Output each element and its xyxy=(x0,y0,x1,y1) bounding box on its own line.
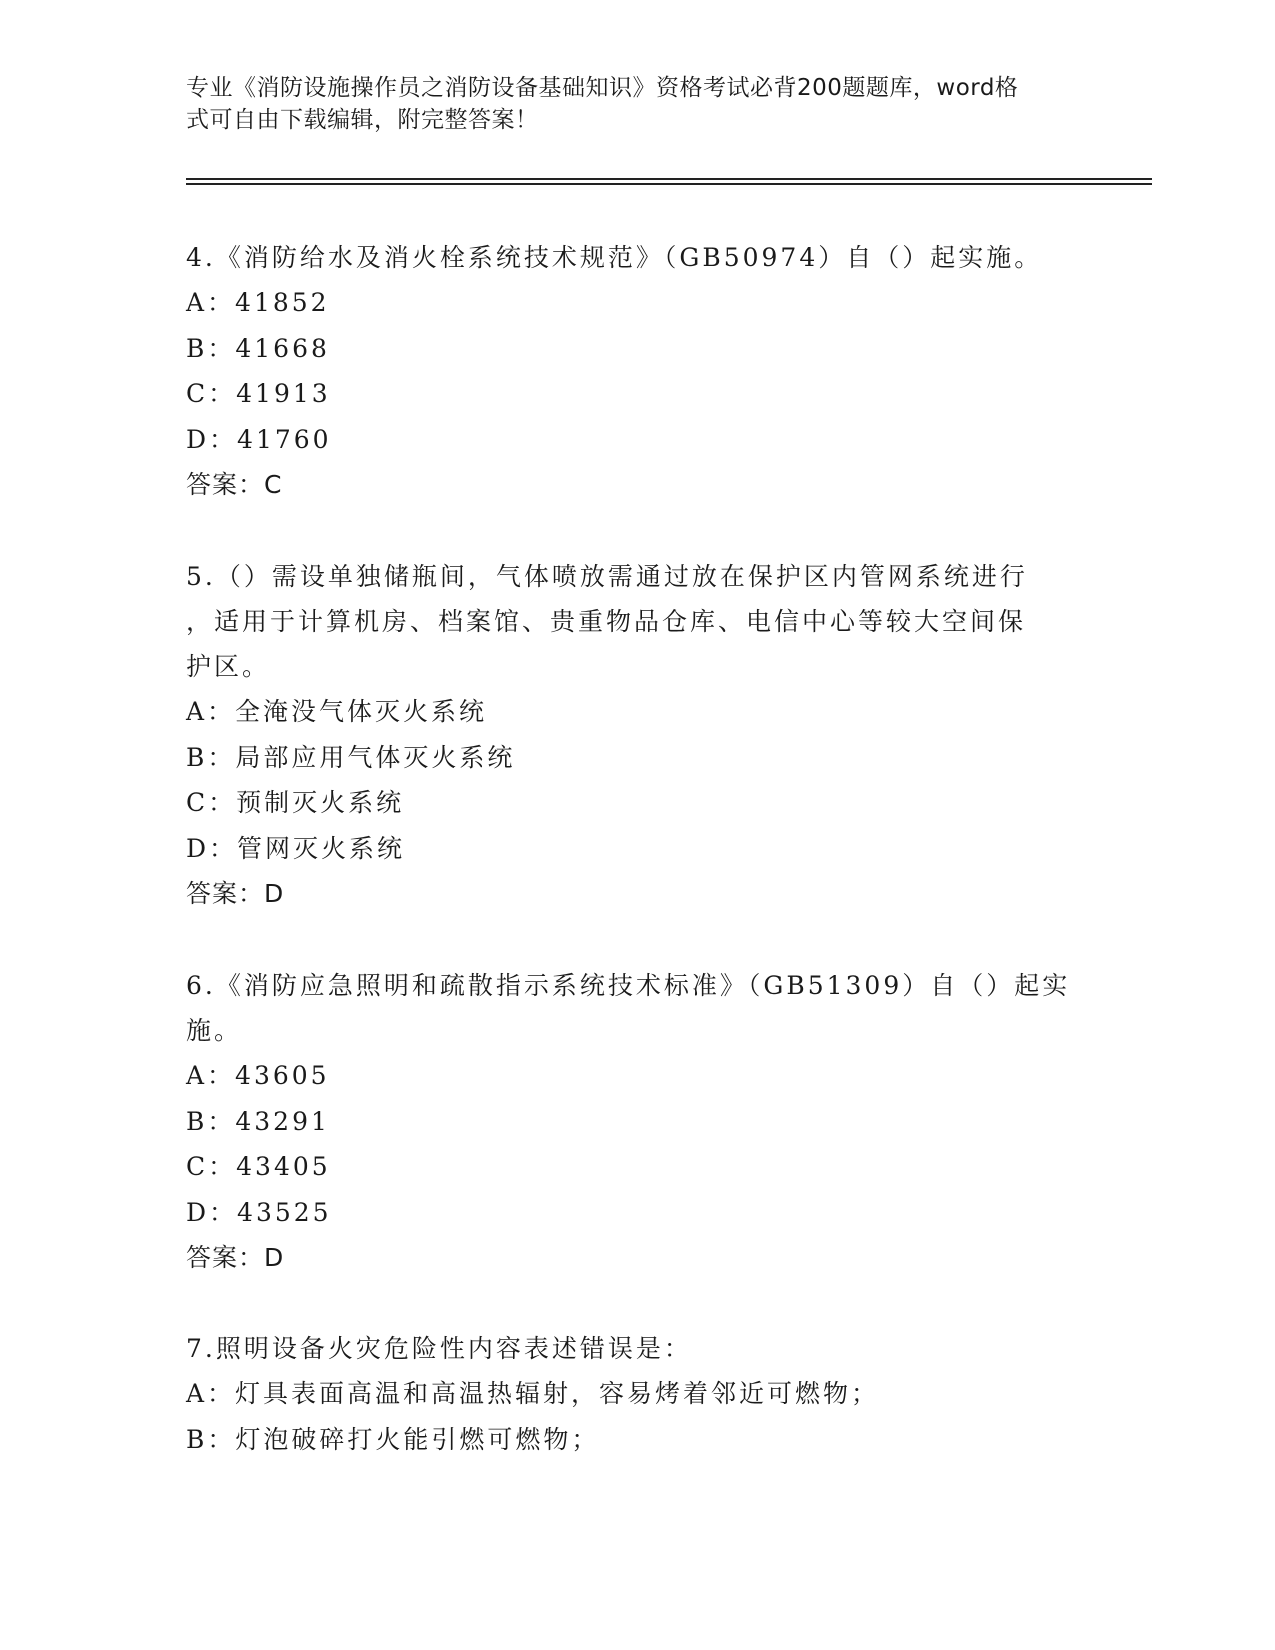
question-stem-line: 6.《消防应急照明和疏散指示系统技术标准》（GB51309）自（）起实 xyxy=(186,971,1071,1000)
option-a: A：43605 xyxy=(186,1061,330,1090)
question-stem-line: 4.《消防给水及消火栓系统技术规范》（GB50974）自（）起实施。 xyxy=(186,243,1043,272)
question-stem-line: 护区。 xyxy=(186,652,271,681)
header-line-2: 式可自由下载编辑，附完整答案！ xyxy=(186,107,539,133)
question-stem-line: 施。 xyxy=(186,1016,243,1045)
answer: 答案：D xyxy=(186,1243,285,1272)
header-rule-top xyxy=(186,178,1152,180)
option-d: D：43525 xyxy=(186,1197,332,1227)
option-c: C：41913 xyxy=(186,379,331,408)
question-7 xyxy=(186,1326,1086,1462)
option-b: B：局部应用气体灭火系统 xyxy=(186,742,516,772)
option-d: D：41760 xyxy=(186,424,332,454)
header-line-1: 专业《消防设施操作员之消防设备基础知识》资格考试必背200题题库，word格 xyxy=(186,75,1019,101)
option-d: D：管网灭火系统 xyxy=(186,833,406,863)
header-rule-bottom xyxy=(186,183,1152,185)
question-stem-line: 5.（）需设单独储瓶间，气体喷放需通过放在保护区内管网系统进行 xyxy=(186,562,1028,591)
document-header xyxy=(186,72,1066,136)
option-c: C：预制灭火系统 xyxy=(186,788,405,817)
option-b: B：43291 xyxy=(186,1106,330,1136)
option-b: B：灯泡破碎打火能引燃可燃物； xyxy=(186,1424,600,1454)
question-stem-line: 7.照明设备火灾危险性内容表述错误是： xyxy=(186,1334,692,1363)
question-4 xyxy=(186,235,1086,507)
option-b: B：41668 xyxy=(186,333,330,363)
option-a: A：灯具表面高温和高温热辐射，容易烤着邻近可燃物； xyxy=(186,1379,880,1408)
answer: 答案：D xyxy=(186,879,285,908)
question-6 xyxy=(186,963,1086,1280)
answer: 答案：C xyxy=(186,470,283,499)
question-stem-line: ，适用于计算机房、档案馆、贵重物品仓库、电信中心等较大空间保 xyxy=(186,607,1027,636)
question-5 xyxy=(186,554,1086,916)
option-a: A：全淹没气体灭火系统 xyxy=(186,697,488,726)
option-a: A：41852 xyxy=(186,288,330,317)
option-c: C：43405 xyxy=(186,1152,331,1181)
